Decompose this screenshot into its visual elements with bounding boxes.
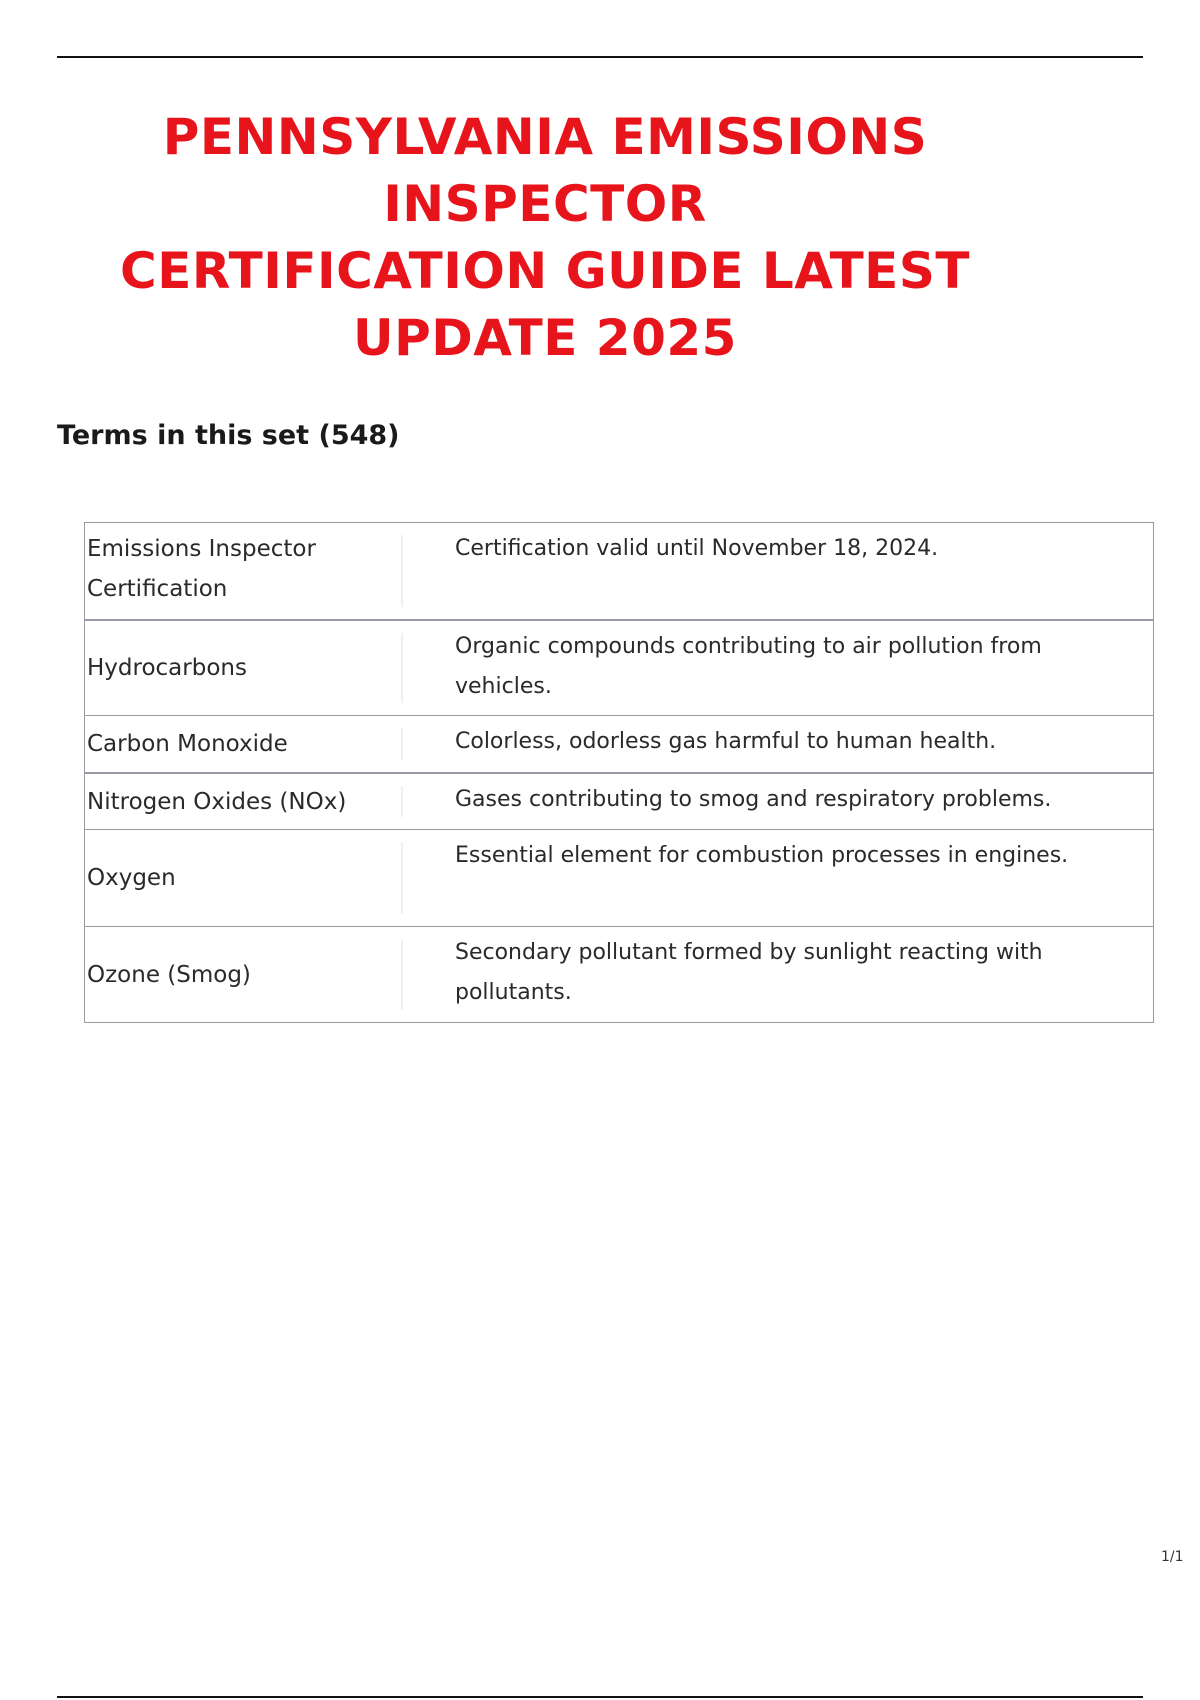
terms-table: [84, 522, 1154, 1023]
terms-heading: Terms in this set (548): [57, 420, 400, 451]
term-row: [85, 619, 1153, 715]
document-title: [40, 104, 1050, 372]
title-line-1: PENNSYLVANIA EMISSIONS INSPECTOR: [162, 108, 928, 233]
title-line-2: CERTIFICATION GUIDE LATEST: [120, 242, 970, 300]
term-cell: Emissions Inspector Certification: [85, 523, 403, 619]
term-row: [85, 829, 1153, 926]
definition-cell: Essential element for combustion processes in engines.: [455, 843, 1069, 868]
definition-cell: Gases contributing to smog and respiratory problems.: [455, 787, 1052, 812]
term-row: [85, 523, 1153, 619]
title-line-3: UPDATE 2025: [353, 309, 737, 367]
term-cell: Ozone (Smog): [85, 927, 403, 1022]
definition-cell: Certification valid until November 18, 2024.: [455, 536, 939, 561]
term-cell: Carbon Monoxide: [85, 716, 403, 772]
bottom-rule: [57, 1696, 1143, 1698]
term-cell: Nitrogen Oxides (NOx): [85, 774, 403, 829]
term-cell: Hydrocarbons: [85, 621, 403, 715]
definition-cell: Secondary pollutant formed by sunlight reacting with pollutants.: [455, 940, 1043, 1005]
term-cell: Oxygen: [85, 830, 403, 926]
term-row: [85, 772, 1153, 829]
term-row: [85, 926, 1153, 1022]
definition-cell: Colorless, odorless gas harmful to human health.: [455, 729, 997, 754]
definition-cell: Organic compounds contributing to air pollution from vehicles.: [455, 634, 1042, 699]
page-indicator: 1/1: [1161, 1549, 1184, 1565]
term-row: [85, 715, 1153, 772]
top-rule: [57, 56, 1143, 58]
